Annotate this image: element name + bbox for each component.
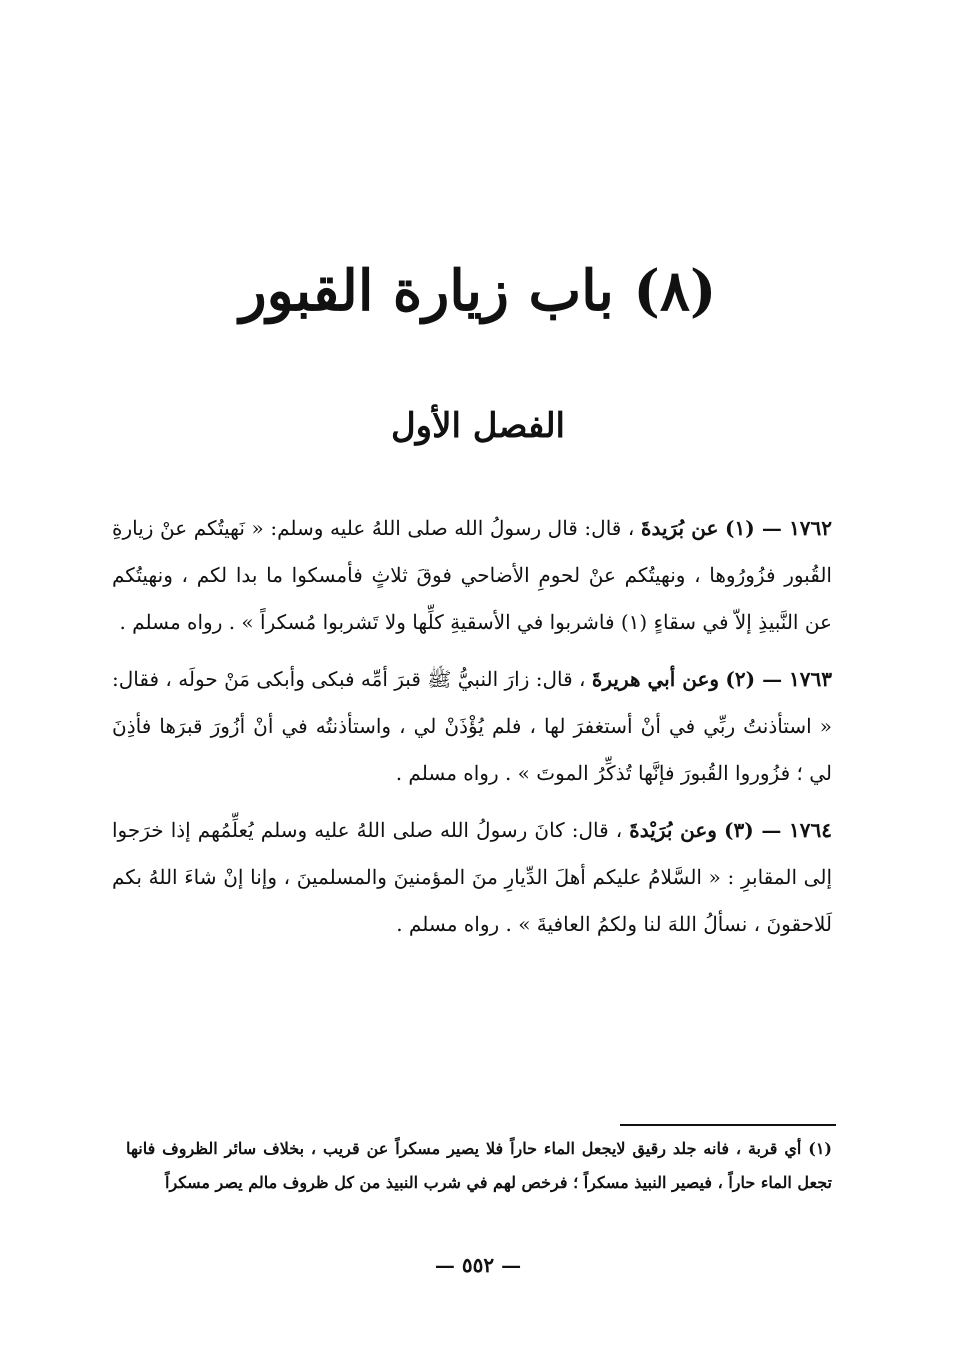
hadith-list (112, 505, 832, 958)
hadith-number: ١٧٦٢ — (١) (725, 516, 833, 540)
footnote: (١) أي قربة ، فانه جلد رقيق لايجعل الماء حاراً فلا يصير مسكراً عن قريب ، بخلاف سائر الظروف فانها تجعل الماء حاراً ، فيصير النبيذ مسكراً ؛ فرخص لهم في شرب النبيذ من كل ظروف مالم يصر مسكراً (126, 1139, 832, 1192)
hadith-1763 (112, 656, 832, 797)
hadith-1764 (112, 807, 832, 948)
hadith-narrator: عن بُرَيدةَ (640, 516, 719, 540)
hadith-1762 (112, 505, 832, 646)
hadith-text: ، قال: زارَ النبيُّ ﷺ قبرَ أمِّه فبكى وأبكى مَنْ حولَه ، فقال: « استأذنتُ ربِّي في أنْ أستغفرَ لها ، فلم يُؤْذَنْ لي ، واستأذنتُه في أنْ أزُورَ قبرَها فأذِنَ لي ؛ فزُوروا القُبورَ فإنَّها تُذكِّرُ الموتَ » . رواه مسلم . (112, 667, 832, 785)
hadith-narrator: وعن بُرَيْدةَ (629, 818, 717, 842)
chapter-title: (٨) باب زيارة القبور (239, 258, 717, 324)
hadith-text: ، قال: كانَ رسولُ الله صلى اللهُ عليه وسلم يُعلِّمُهم إذا خرَجوا إلى المقابرِ : « السَّلامُ عليكم أهلَ الدِّيارِ منَ المؤمنينَ والمسلمينَ ، وإنا إنْ شاءَ اللهُ بكم لَلاحقونَ ، نسألُ اللهَ لنا ولكمُ العافيةَ » . رواه مسلم . (112, 818, 832, 936)
hadith-number: ١٧٦٤ — (٣) (724, 818, 833, 842)
hadith-text: ، قال: قال رسولُ الله صلى اللهُ عليه وسلم: « نَهيتُكم عنْ زيارةِ القُبور فزُورُوها ، ونهيتُكم عنْ لحومِ الأضاحي فوقَ ثلاثٍ فأمسكوا ما بدا لكم ، ونهيتُكم عن النَّبيذِ إلاّ في سقاءٍ (١) فاشربوا في الأسقيةِ كلِّها ولا تَشربوا مُسكراً » . رواه مسلم . (112, 516, 832, 634)
hadith-number: ١٧٦٣ — (٢) (725, 667, 833, 691)
footnote-divider (620, 1124, 836, 1126)
hadith-narrator: وعن أبي هريرةَ (591, 667, 720, 691)
page-number: — ٥٥٢ — (434, 1253, 522, 1277)
section-title: الفصل الأول (390, 406, 566, 446)
